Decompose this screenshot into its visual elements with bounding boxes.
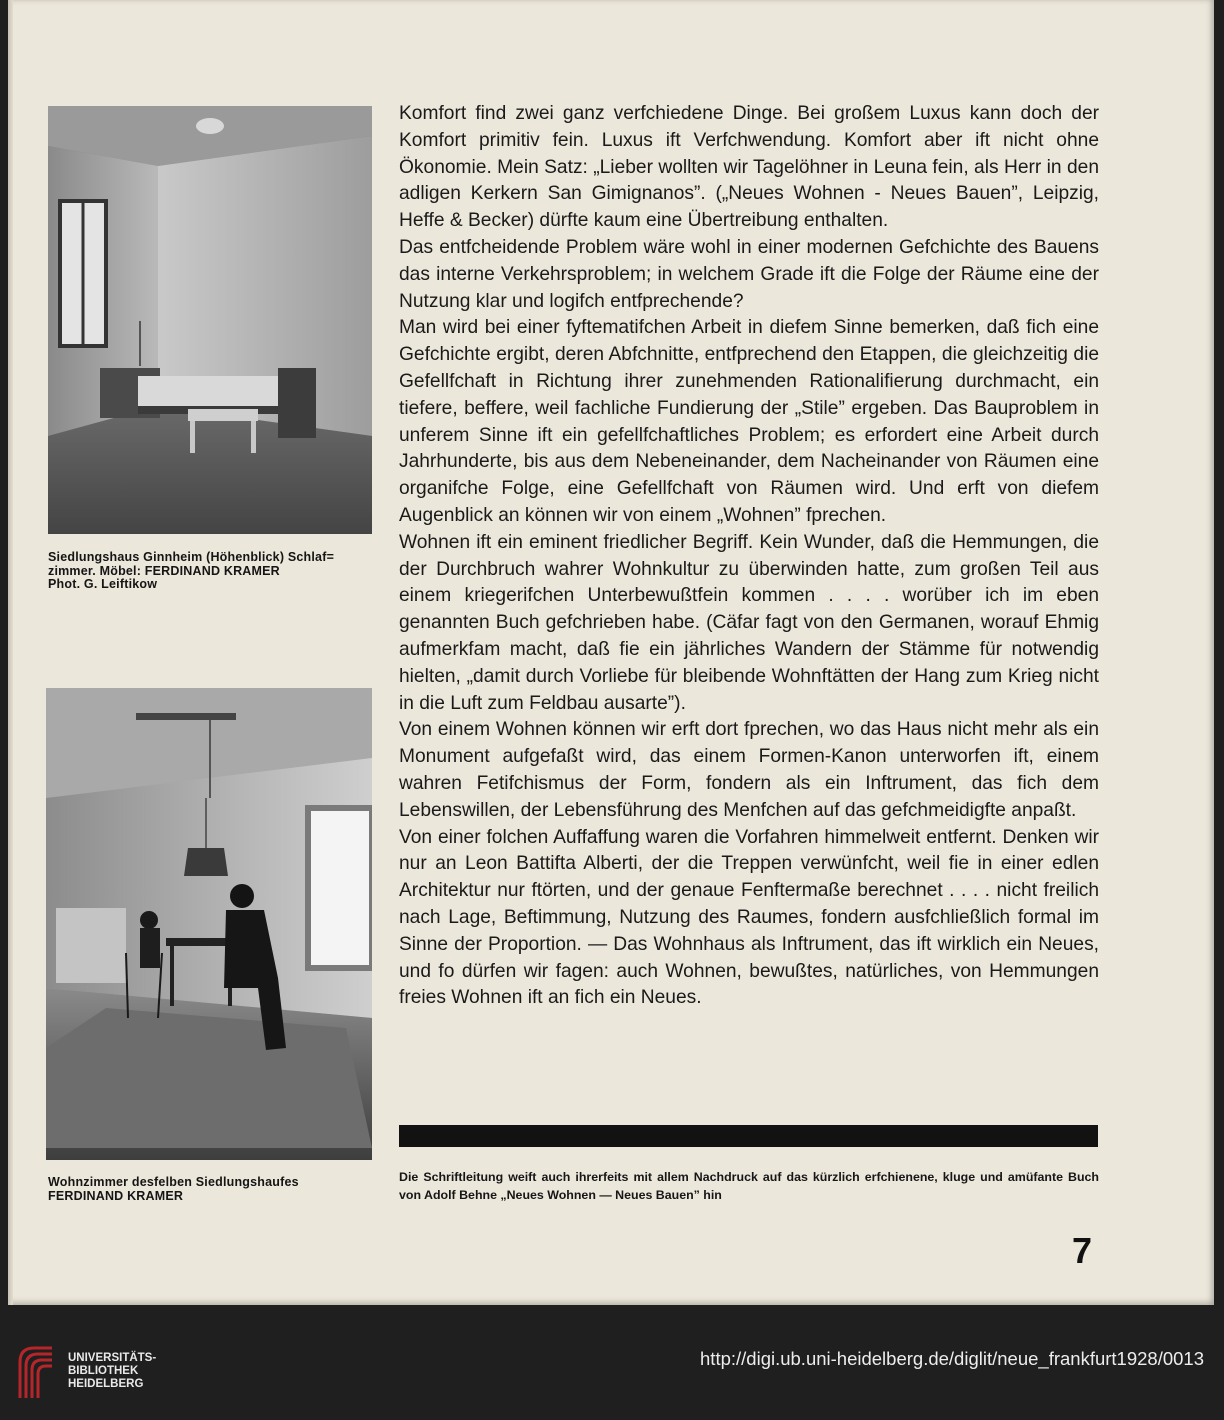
living-room-photo [46, 688, 372, 1160]
divider-bar [399, 1125, 1098, 1147]
caption-line: zimmer. Möbel: FERDINAND KRAMER [48, 563, 280, 578]
paragraph: Von einem Wohnen können wir erft dort fprechen, wo das Haus nicht mehr als ein Monument aufgefaßt wird, das einem Formen-Kanon unterworfen ift, einem wahren Fetifchismus der Form, fondern als ein Inftrument, das fich dem Lebenswillen, der Lebensführung des Menfchen auf das gefchmeidigfte anpaßt. [399, 719, 1099, 821]
paragraph: Man wird bei einer fyftematifchen Arbeit in diefem Sinne bemerken, daß fich eine Gefchichte ergibt, deren Abfchnitte, entfprechend den Etappen, die gleichzeitig die Gefellfchaft in Richtung ihrer zunehmenden Rationalifierung durchmacht, ein tiefere, beffere, weil fachliche Fundierung der „Stile” ergeben. Das Bauproblem in unferem Sinne ift ein gefellfchaftliches Problem; es erfordert eine Arbeit durch Jahrhunderte, bis aus dem Nebeneinander, dem Nacheinander von Räumen eine organifche Folge, eine Gefellfchaft von Räumen wird. Und erft von diefem Augenblick an können wir von einem „Wohnen” fprechen. [399, 317, 1099, 526]
caption-line: Wohnzimmer desfelben Siedlungshaufes [48, 1175, 299, 1189]
source-url-link[interactable]: http://digi.ub.uni-heidelberg.de/diglit/neue_frankfurt1928/0013 [700, 1348, 1204, 1369]
editorial-note: Die Schriftleitung weift auch ihrerfeits mit allem Nachdruck auf das kürzlich erfchienene, kluge und amüfante Buch von Adolf Behne „Neues Wohnen — Neues Bauen” hin [399, 1170, 1099, 1202]
caption-line: Phot. G. Leiftikow [48, 577, 158, 591]
library-name-line: UNIVERSITÄTS- [68, 1352, 157, 1364]
library-name [68, 1352, 156, 1391]
paragraph: Von einer folchen Auffaffung waren die Vorfahren himmelweit entfernt. Denken wir nur an Leon Battifta Alberti, der die Treppen verwünfcht, weil fie in einer edlen Architektur nur ftörten, und der genaue Fenftermaße berechnet . . . . nicht freilich nach Lage, Beftimmung, Nutzung des Raumes, fondern ausfchließlich formal im Sinne der Proportion. — Das Wohnhaus als Inftrument, das ift wirklich ein Neues, und fo dürfen wir fagen: auch Wohnen, bewußtes, natürliches, von Hemmungen freies Wohnen ift an fich ein Neues. [399, 826, 1099, 1009]
bedroom-photo [48, 106, 372, 534]
page-number: 7 [1072, 1230, 1093, 1271]
caption-line: Siedlungshaus Ginnheim (Höhenblick) Schlaf= [48, 550, 335, 564]
living-room-caption [48, 1176, 378, 1203]
library-name-line: BIBLIOTHEK [68, 1365, 139, 1377]
paragraph: Das entfcheidende Problem wäre wohl in einer modernen Gefchichte des Bauens das interne Verkehrsproblem; in welchem Grade ift die Folge der Räume eine der Nutzung klar und logifch entfprechende? [399, 236, 1099, 312]
library-name-line: HEIDELBERG [68, 1378, 144, 1390]
caption-line: FERDINAND KRAMER [48, 1188, 184, 1203]
article-body [399, 101, 1099, 1012]
paragraph: Komfort find zwei ganz verfchiedene Dinge. Bei großem Luxus kann doch der Komfort primitiv fein. Luxus ift Verfchwendung. Komfort aber ift nicht ohne Ökonomie. Mein Satz: „Lieber wollten wir Tagelöhner in Leuna fein, als Herr in den adligen Kerkern San Gimignanos”. („Neues Wohnen - Neues Bauen”, Leipzig, Heffe & Becker) dürfte kaum eine Übertreibung enthalten. [399, 103, 1099, 232]
page-spine-shadow [8, 0, 13, 1305]
paragraph: Wohnen ift ein eminent friedlicher Begriff. Kein Wunder, daß die Hemmungen, die der Durchbruch wahrer Wohnkultur zu überwinden hatte, zum großen Teil aus einem kriegerifchen Unterbewußtfein kommen . . . . worüber ich im eben genannten Buch gefchrieben habe. (Cäfar fagt von den Germanen, worauf Ehmig aufmerkfam macht, daß fie ein jährliches Wandern der Stämme für notwendig hielten, „damit durch Vorliebe für bleibende Wohnftätten der Hang zum Krieg nicht in die Luft zum Feldbau ausarte”). [399, 531, 1099, 714]
bedroom-caption [48, 551, 378, 592]
library-logo-icon [14, 1342, 56, 1400]
